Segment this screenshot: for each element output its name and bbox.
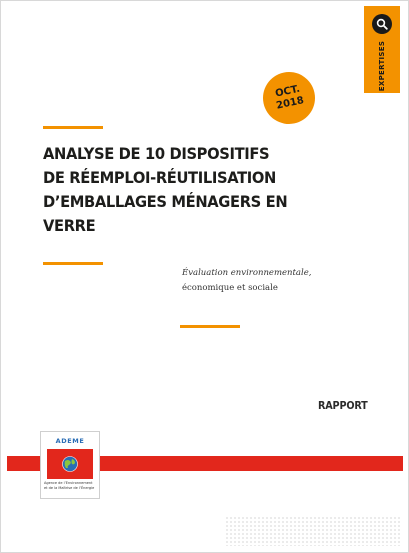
subtitle-line: Évaluation environnementale, <box>182 268 312 278</box>
document-type: RAPPORT <box>318 400 368 412</box>
logo-caption-line: et de la Maîtrise de l’Énergie <box>44 486 95 490</box>
subtitle-line: économique et sociale <box>182 283 278 293</box>
globe-icon <box>61 455 79 473</box>
badge-label: EXPERTISES <box>378 40 387 92</box>
expertises-badge[interactable] <box>364 6 400 93</box>
title-top-rule <box>43 126 103 129</box>
dot-pattern <box>225 516 400 546</box>
search-icon[interactable] <box>372 14 392 34</box>
title-line: VERRE <box>43 216 96 235</box>
logo-emblem <box>47 449 93 479</box>
subtitle-rule <box>180 325 240 328</box>
title-bottom-rule <box>43 262 103 265</box>
logo-caption <box>44 481 98 491</box>
date-month: OCT. <box>274 83 301 100</box>
title-line: D’EMBALLAGES MÉNAGERS EN <box>43 192 288 211</box>
logo-name: ADEME <box>55 437 85 445</box>
title-line: ANALYSE DE 10 DISPOSITIFS <box>43 144 270 163</box>
ademe-logo <box>40 431 100 499</box>
document-subtitle <box>182 266 382 296</box>
logo-caption-line: Agence de l’Environnement <box>44 481 93 485</box>
document-title <box>43 142 319 238</box>
title-line: DE RÉEMPLOI-RÉUTILISATION <box>43 168 276 187</box>
badge-label-wrapper <box>367 42 397 90</box>
date-year: 2018 <box>275 95 305 112</box>
